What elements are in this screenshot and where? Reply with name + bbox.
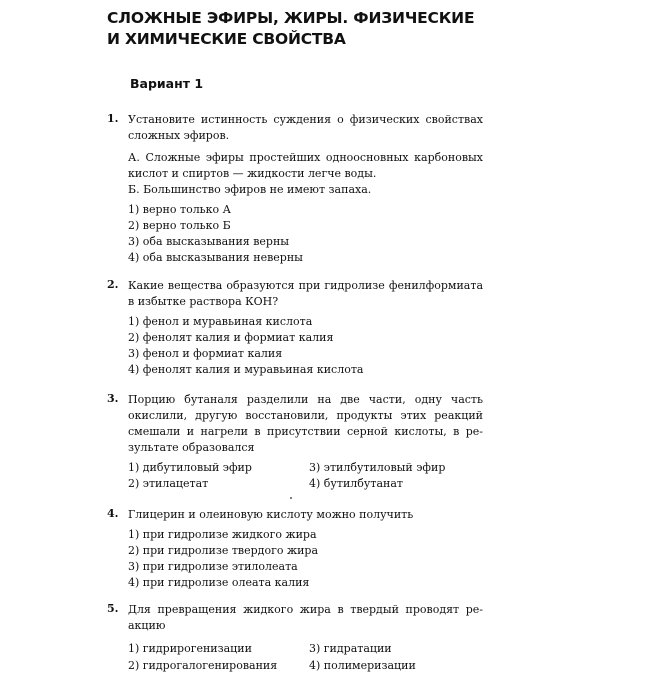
question-3 — [107, 392, 483, 492]
question-5 — [107, 602, 483, 674]
answer-option: 2) при гидролизе твердого жира — [128, 544, 319, 557]
question-line: сложных эфиров. — [128, 129, 230, 142]
answer-option: 1) гидрирогенизации — [128, 642, 252, 655]
options-list — [128, 314, 483, 378]
answer-option: 3) этилбутиловый эфир — [309, 461, 446, 474]
answer-option: 1) при гидролизе жидкого жира — [128, 528, 317, 541]
question-2 — [107, 278, 483, 378]
variant-heading: Вариант 1 — [130, 76, 204, 91]
answer-option: 4) фенолят калия и муравьиная кислота — [128, 363, 364, 376]
answer-option: 3) при гидролизе этилолеата — [128, 560, 298, 573]
statement-line: А. Сложные эфиры простейших одноосновных карбоновых — [128, 151, 483, 164]
question-text — [128, 112, 483, 144]
options-list — [128, 527, 483, 591]
question-line: окислили, другую восстановили, продукты этих реакций — [128, 409, 483, 422]
answer-option: 4) полимеризации — [309, 659, 416, 672]
answer-option: 4) оба высказывания неверны — [128, 251, 303, 264]
answer-option: 4) при гидролизе олеата калия — [128, 576, 310, 589]
question-text — [128, 507, 483, 523]
options-list — [128, 202, 483, 266]
answer-option: 2) этилацетат — [128, 477, 209, 490]
question-number: 1. — [107, 112, 119, 125]
answer-option: 3) оба высказывания верны — [128, 235, 290, 248]
question-line: смешали и нагрели в присутствии серной кислоты, в ре- — [128, 425, 483, 438]
question-text — [128, 602, 483, 634]
question-number: 5. — [107, 602, 119, 615]
answer-option: 1) фенол и муравьиная кислота — [128, 315, 313, 328]
question-text — [128, 278, 483, 310]
question-number: 4. — [107, 507, 119, 520]
question-number: 3. — [107, 392, 119, 405]
statements — [128, 150, 483, 198]
title-line-2: И ХИМИЧЕСКИЕ СВОЙСТВА — [107, 30, 346, 48]
answer-option: 1) дибутиловый эфир — [128, 461, 252, 474]
options-grid — [128, 640, 483, 674]
scan-speck — [290, 497, 292, 499]
answer-option: 2) гидрогалогенирования — [128, 659, 278, 672]
question-line: зультате образовался — [128, 441, 255, 454]
answer-option: 3) фенол и формиат калия — [128, 347, 283, 360]
statement-line: кислот и спиртов — жидкости легче воды. — [128, 167, 377, 180]
question-line: Глицерин и олеиновую кислоту можно получить — [128, 508, 414, 521]
question-line: в избытке раствора КОН? — [128, 295, 279, 308]
question-line: Установите истинность суждения о физических свойствах — [128, 113, 483, 126]
answer-option: 2) фенолят калия и формиат калия — [128, 331, 334, 344]
question-line: Какие вещества образуются при гидролизе фенилформиата — [128, 279, 483, 292]
statement-line: Б. Большинство эфиров не имеют запаха. — [128, 183, 372, 196]
question-text — [128, 392, 483, 456]
question-number: 2. — [107, 278, 119, 291]
page-title — [107, 8, 474, 50]
answer-option: 2) верно только Б — [128, 219, 231, 232]
options-grid — [128, 460, 483, 492]
question-1 — [107, 112, 483, 266]
answer-option: 3) гидратации — [309, 642, 392, 655]
question-line: Порцию бутаналя разделили на две части, одну часть — [128, 393, 483, 406]
question-line: Для превращения жидкого жира в твердый проводят ре- — [128, 603, 483, 616]
answer-option: 4) бутилбутанат — [309, 477, 403, 490]
title-line-1: СЛОЖНЫЕ ЭФИРЫ, ЖИРЫ. ФИЗИЧЕСКИЕ — [107, 9, 475, 27]
question-line: акцию — [128, 619, 166, 632]
question-4 — [107, 507, 483, 591]
answer-option: 1) верно только А — [128, 203, 231, 216]
